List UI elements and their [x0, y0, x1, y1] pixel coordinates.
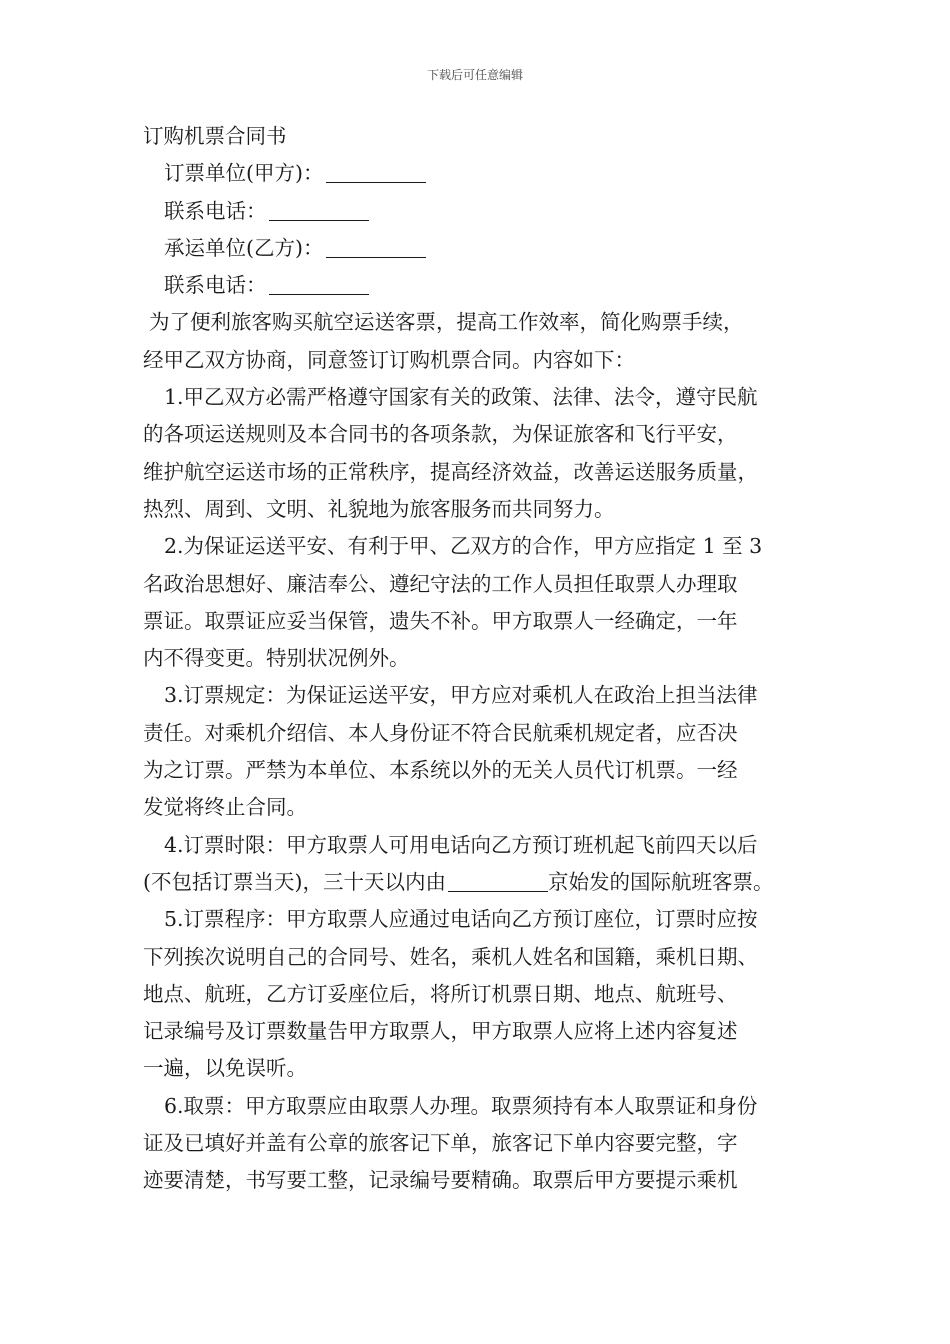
page-header-note: 下载后可任意编辑 [426, 68, 523, 82]
clause-5-line-3: 地点、航班，乙方订妥座位后，将所订机票日期、地点、航班号、 [143, 981, 738, 1006]
blank-line [269, 198, 369, 221]
clause-1-line-4: 热烈、周到、文明、礼貌地为旅客服务而共同努力。 [143, 496, 615, 521]
field-label: 联系电话： [164, 273, 267, 298]
blank-line [326, 235, 426, 258]
clause-4-line-1: 4.订票时限：甲方取票人可用电话向乙方预订班机起飞前四天以后 [164, 832, 758, 857]
field-party-a [143, 155, 833, 192]
clause-3-line-1: 3.订票规定：为保证运送平安，甲方应对乘机人在政治上担当法律 [164, 683, 758, 708]
clause-6-line-3: 迹要清楚，书写要工整，记录编号要精确。取票后甲方要提示乘机 [143, 1168, 738, 1193]
field-label: 联系电话： [164, 198, 267, 223]
clause-3-line-3: 为之订票。严禁为本单位、本系统以外的无关人员代订机票。一经 [143, 758, 738, 783]
clause-4-line-2 [143, 864, 833, 901]
blank-line [448, 869, 548, 892]
intro-line-1: 为了便利旅客购买航空运送客票，提高工作效率，简化购票手续， [149, 310, 744, 335]
clause-5-line-4: 记录编号及订票数量告甲方取票人，甲方取票人应将上述内容复述 [143, 1019, 738, 1044]
clause-5-line-5: 一遍，以免误听。 [143, 1056, 307, 1081]
clause-5-line-1: 5.订票程序：甲方取票人应通过电话向乙方预订座位，订票时应按 [164, 907, 758, 932]
clause-4-text-before: (不包括订票当天)，三十天以内由 [143, 869, 446, 894]
contract-document [143, 118, 833, 1200]
document-title: 订购机票合同书 [143, 124, 287, 148]
clause-6-line-2: 证及已填好并盖有公章的旅客记下单，旅客记下单内容要完整，字 [143, 1131, 738, 1156]
blank-line [326, 160, 426, 183]
clause-4-text-after: 京始发的国际航班客票。 [548, 869, 774, 894]
field-label: 承运单位(乙方)： [164, 235, 324, 260]
intro-line-2: 经甲乙双方协商，同意签订订购机票合同。内容如下： [143, 347, 635, 372]
field-phone-b [143, 267, 833, 304]
clause-2-line-1: 2.为保证运送平安、有利于甲、乙双方的合作，甲方应指定 1 至 3 [164, 534, 763, 559]
blank-line [269, 272, 369, 295]
clause-1-line-3: 维护航空运送市场的正常秩序，提高经济效益，改善运送服务质量， [143, 459, 758, 484]
clause-3-line-4: 发觉将终止合同。 [143, 795, 307, 820]
clause-1-line-1: 1.甲乙双方必需严格遵守国家有关的政策、法律、法令，遵守民航 [164, 385, 758, 410]
clause-2-line-3: 票证。取票证应妥当保管，遗失不补。甲方取票人一经确定，一年 [143, 608, 738, 633]
field-label: 订票单位(甲方)： [164, 161, 324, 186]
clause-6-line-1: 6.取票：甲方取票应由取票人办理。取票须持有本人取票证和身份 [164, 1093, 758, 1118]
clause-1-line-2: 的各项运送规则及本合同书的各项条款，为保证旅客和飞行平安， [143, 422, 738, 447]
field-phone-a [143, 193, 833, 230]
clause-5-line-2: 下列挨次说明自己的合同号、姓名，乘机人姓名和国籍，乘机日期、 [143, 944, 758, 969]
clause-2-line-4: 内不得变更。特别状况例外。 [143, 646, 410, 671]
field-party-b [143, 230, 833, 267]
clause-2-line-2: 名政治思想好、廉洁奉公、遵纪守法的工作人员担任取票人办理取 [143, 571, 738, 596]
clause-3-line-2: 责任。对乘机介绍信、本人身份证不符合民航乘机规定者，应否决 [143, 720, 738, 745]
